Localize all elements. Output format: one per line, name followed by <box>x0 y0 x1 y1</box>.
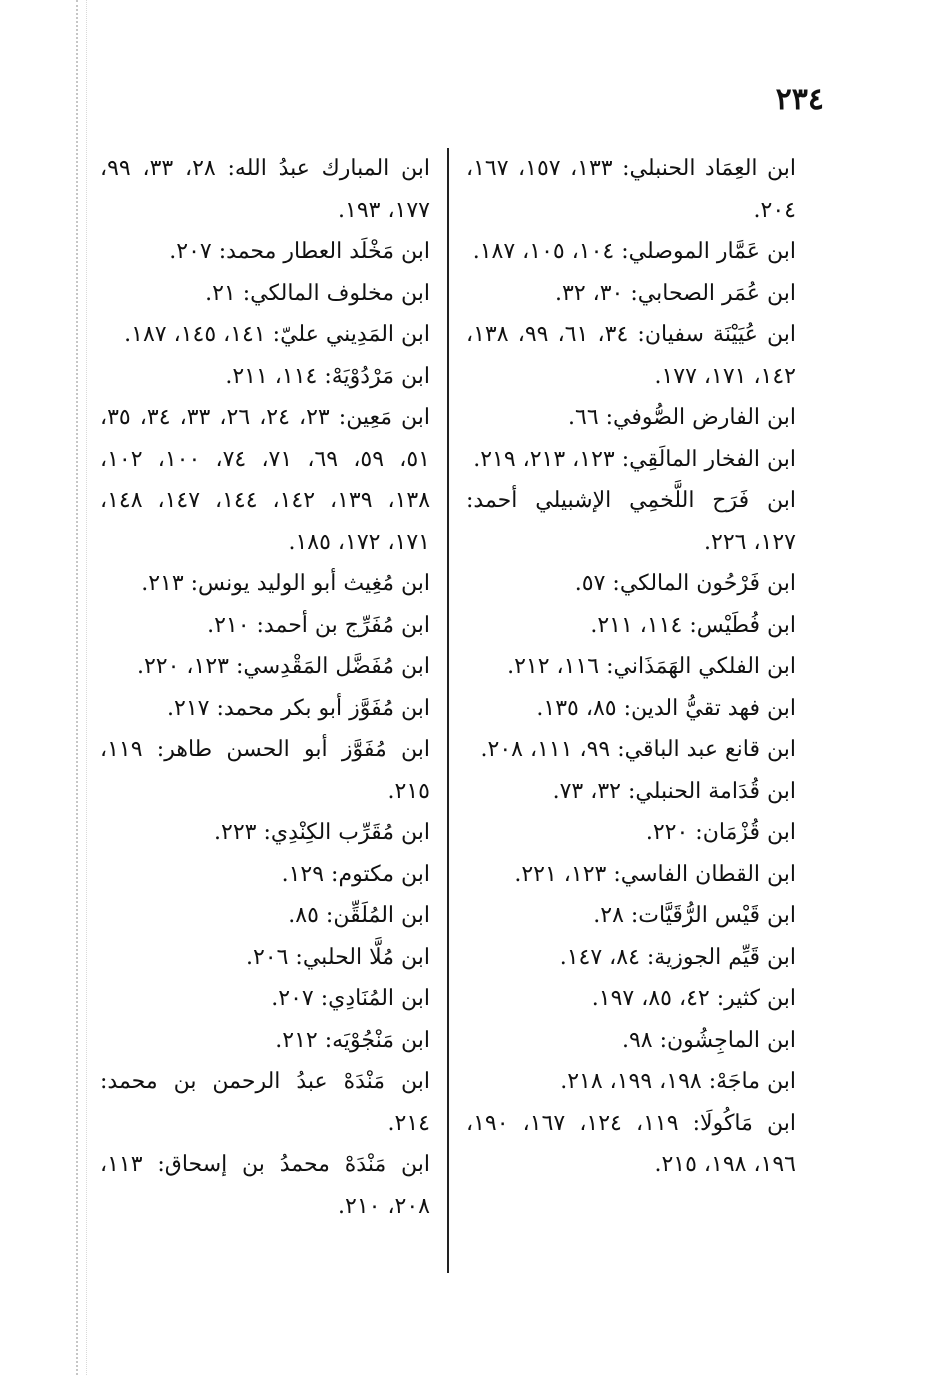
index-entry: ابن مُفَرِّج بن أحمد: ٢١٠. <box>207 612 430 638</box>
index-entry: ابن المبارك عبدُ الله: ٢٨، ٣٣، ٩٩، ١٧٧، ١٩٣. <box>100 156 430 223</box>
index-entry: ابن فهد تقيُّ الدين: ٨٥، ١٣٥. <box>536 695 796 721</box>
index-entry: ابن الفلكي الهَمَذَاني: ١١٦، ٢١٢. <box>507 654 796 679</box>
index-entry: ابن مُقَرِّب الكِنْدِي: ٢٢٣. <box>214 820 430 845</box>
index-entry: ابن الفارض الصُّوفي: ٦٦. <box>568 405 796 430</box>
index-entry: ابن ماجَهْ: ١٩٨، ١٩٩، ٢١٨. <box>560 1069 796 1094</box>
index-entry: ابن مَعِين: ٢٣، ٢٤، ٢٦، ٣٣، ٣٤، ٣٥، ٥١، ٥٩، ٦٩، ٧١، ٧٤، ١٠٠، ١٠٢، ١٣٨، ١٣٩، ١٤٢، ١٤٤، ١٤٧، ١٤٨، ١٧١، ١٧٢، ١٨٥. <box>100 405 431 555</box>
index-entry: ابن مُفَضَّل المَقْدِسي: ١٢٣، ٢٢٠. <box>136 654 430 679</box>
index-entry: ابن عُيَيْنَة سفيان: ٣٤، ٦١، ٩٩، ١٣٨، ١٤٢، ١٧١، ١٧٧. <box>466 322 797 389</box>
index-column-right <box>466 148 796 1186</box>
index-entry: ابن عُمَر الصحابي: ٣٠، ٣٢. <box>555 280 796 306</box>
index-column-left <box>100 148 430 1227</box>
page-edge-dots-inner <box>86 0 87 1375</box>
index-entry: ابن عَمَّار الموصلي: ١٠٤، ١٠٥، ١٨٧. <box>472 239 796 264</box>
index-entry: ابن مُلَّا الحلبي: ٢٠٦. <box>245 944 430 970</box>
index-entry: ابن مَرْدُوْيَهْ: ١١٤، ٢١١. <box>225 363 430 389</box>
index-entry: ابن مَاكُولَا: ١١٩، ١٢٤، ١٦٧، ١٩٠، ١٩٦، ١٩٨، ٢١٥. <box>466 1110 796 1177</box>
index-entry: ابن قَيِّم الجوزية: ٨٤، ١٤٧. <box>559 944 796 970</box>
index-entry: ابن الفخار المالَقِي: ١٢٣، ٢١٣، ٢١٩. <box>473 446 796 472</box>
index-entry: ابن مُفَوَّز أبو الحسن طاهر: ١١٩، ٢١٥. <box>100 737 430 804</box>
index-entry: ابن المُنَادِي: ٢٠٧. <box>271 986 430 1011</box>
index-entry: ابن مَنْجُوْيَه: ٢١٢. <box>275 1027 430 1053</box>
index-entry: ابن العِمَاد الحنبلي: ١٣٣، ١٥٧، ١٦٧، ٢٠٤. <box>466 156 797 223</box>
index-entry: ابن المَدِيني عليّ: ١٤١، ١٤٥، ١٨٧. <box>124 322 430 347</box>
index-entry: ابن قُدَامة الحنبلي: ٣٢، ٧٣. <box>552 778 796 804</box>
index-entry: ابن فَرْحُون المالكي: ٥٧. <box>574 571 796 596</box>
index-entry: ابن المُلَقِّن: ٨٥. <box>288 903 430 928</box>
page-number: ٢٣٤ <box>775 82 824 117</box>
index-entry: ابن مُفَوَّز أبو بكر محمد: ٢١٧. <box>167 695 430 721</box>
index-entry: ابن مَخْلَد العطار محمد: ٢٠٧. <box>169 239 430 264</box>
index-entry: ابن مُغِيث أبو الوليد يونس: ٢١٣. <box>141 571 430 596</box>
page-edge-dots <box>76 0 78 1375</box>
index-entry: ابن كثير: ٤٢، ٨٥، ١٩٧. <box>591 986 796 1011</box>
index-entry: ابن فَرَح اللَّخمِي الإشبيلي أحمد: ١٢٧، ٢٢٦. <box>466 488 796 555</box>
index-entry: ابن قانع عبد الباقي: ٩٩، ١١١، ٢٠٨. <box>480 737 796 762</box>
index-entry: ابن مَنْدَهْ عبدُ الرحمن بن محمد: ٢١٤. <box>100 1069 430 1136</box>
index-entry: ابن مَنْدَهْ محمدُ بن إسحاق: ١١٣، ٢٠٨، ٢١٠. <box>100 1152 430 1219</box>
index-entry: ابن مخلوف المالكي: ٢١. <box>205 280 430 306</box>
index-entry: ابن القطان الفاسي: ١٢٣، ٢٢١. <box>514 861 796 887</box>
column-divider <box>447 148 449 1273</box>
index-entry: ابن قَيْس الرُّقَيَّات: ٢٨. <box>593 903 796 928</box>
index-entry: ابن الماجِشُون: ٩٨. <box>621 1027 796 1053</box>
index-entry: ابن فُطَيْس: ١١٤، ٢١١. <box>590 612 796 638</box>
index-entry: ابن قُزْمَان: ٢٢٠. <box>645 820 796 845</box>
index-entry: ابن مكتوم: ١٢٩. <box>281 861 430 887</box>
